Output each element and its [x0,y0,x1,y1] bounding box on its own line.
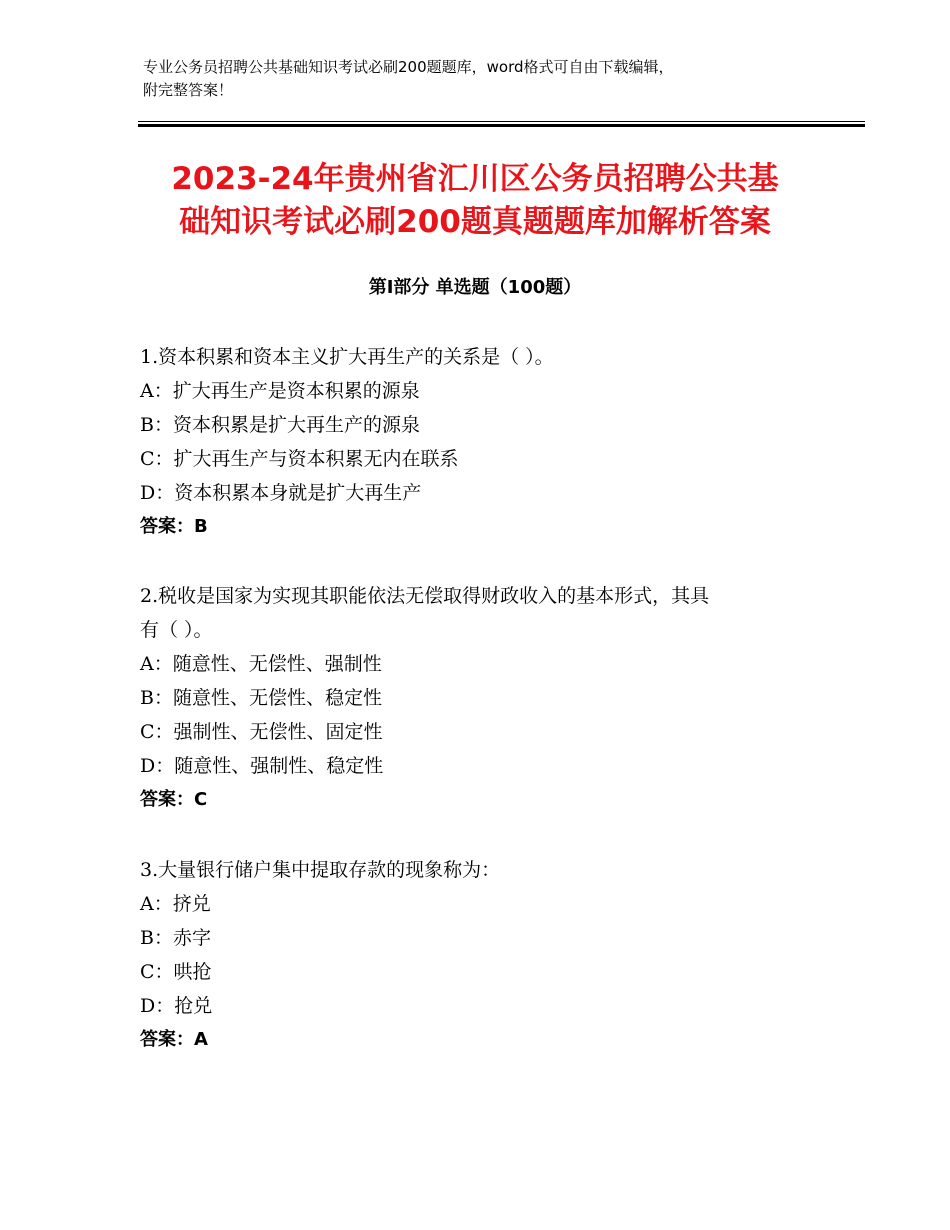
question-1 [140,340,810,544]
option-d: D：随意性、强制性、稳定性 [140,755,384,777]
header-divider-thick [138,124,865,127]
section-heading: 第Ⅰ部分 单选题（100题） [368,277,582,298]
document-title-line-2: 础知识考试必刷200题真题题库加解析答案 [179,204,771,240]
document-title [100,158,850,244]
header-note-line-1: 专业公务员招聘公共基础知识考试必刷200题题库，word格式可自由下载编辑， [143,58,674,76]
question-stem: 3.大量银行储户集中提取存款的现象称为： [140,859,501,881]
question-stem-continued: 有（ ）。 [140,619,213,641]
question-2 [140,579,810,817]
option-d: D：抢兑 [140,995,213,1017]
option-a: A：扩大再生产是资本积累的源泉 [140,380,420,402]
option-b: B：资本积累是扩大再生产的源泉 [140,414,420,436]
question-stem: 1.资本积累和资本主义扩大再生产的关系是（ ）。 [140,346,554,368]
option-c: C：扩大再生产与资本积累无内在联系 [140,448,459,470]
header-divider-thin [138,121,865,122]
option-b: B：赤字 [140,927,211,949]
answer-line: 答案：C [140,789,208,810]
option-a: A：随意性、无偿性、强制性 [140,653,382,675]
option-d: D：资本积累本身就是扩大再生产 [140,482,422,504]
option-b: B：随意性、无偿性、稳定性 [140,687,382,709]
document-title-line-1: 2023-24年贵州省汇川区公务员招聘公共基 [171,161,779,197]
answer-line: 答案：A [140,1029,208,1050]
option-a: A：挤兑 [140,893,211,915]
header-note [143,56,843,102]
header-note-line-2: 附完整答案！ [143,81,234,99]
option-c: C：哄抢 [140,961,212,983]
question-stem: 2.税收是国家为实现其职能依法无偿取得财政收入的基本形式，其具 [140,585,710,607]
question-3 [140,853,810,1057]
answer-line: 答案：B [140,516,208,537]
option-c: C：强制性、无偿性、固定性 [140,721,383,743]
